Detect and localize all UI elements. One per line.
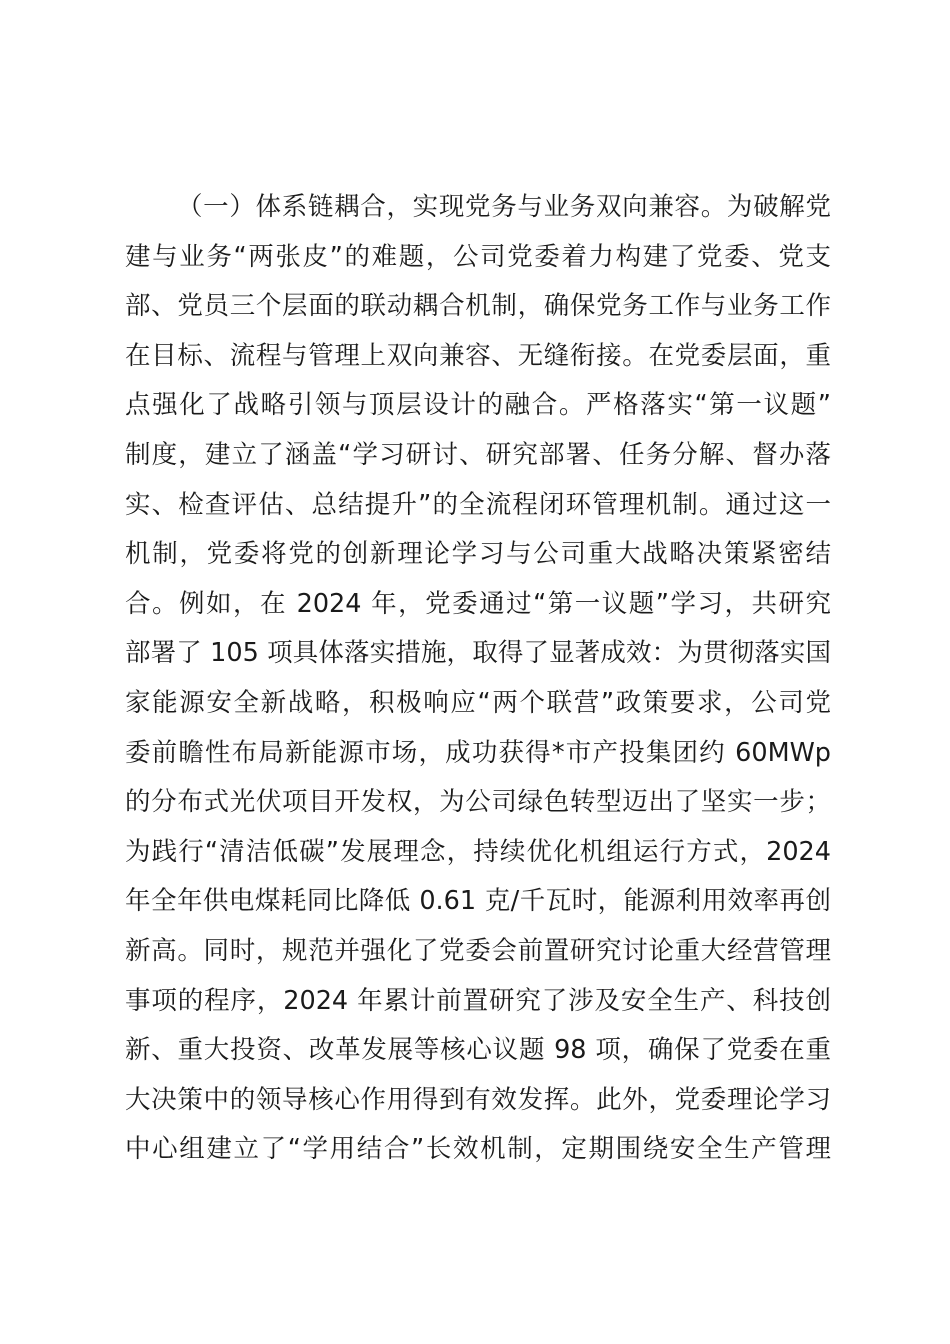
paragraph-line: 事项的程序，2024 年累计前置研究了涉及安全生产、科技创 <box>125 985 831 1016</box>
paragraph-line: 新高。同时，规范并强化了党委会前置研究讨论重大经营管理 <box>125 935 831 966</box>
paragraph-line: 实、检查评估、总结提升”的全流程闭环管理机制。通过这一 <box>125 489 831 520</box>
paragraph-line: 中心组建立了“学用结合”长效机制，定期围绕安全生产管理 <box>125 1134 831 1165</box>
paragraph-line: 部、党员三个层面的联动耦合机制，确保党务工作与业务工作 <box>125 291 831 322</box>
paragraph-line: 家能源安全新战略，积极响应“两个联营”政策要求，公司党 <box>125 687 831 718</box>
paragraph-line: （一）体系链耦合，实现党务与业务双向兼容。为破解党 <box>177 192 831 222</box>
document-body <box>125 183 831 1175</box>
paragraph-line: 机制，党委将党的创新理论学习与公司重大战略决策紧密结 <box>125 539 831 570</box>
paragraph-line: 合。例如，在 2024 年，党委通过“第一议题”学习，共研究 <box>125 588 831 619</box>
paragraph-line: 为践行“清洁低碳”发展理念，持续优化机组运行方式，2024 <box>125 836 831 867</box>
paragraph-line: 的分布式光伏项目开发权，为公司绿色转型迈出了坚实一步； <box>125 787 831 818</box>
paragraph-line: 新、重大投资、改革发展等核心议题 98 项，确保了党委在重 <box>125 1035 831 1066</box>
paragraph-line: 制度，建立了涵盖“学习研讨、研究部署、任务分解、督办落 <box>125 439 831 470</box>
paragraph-line: 建与业务“两张皮”的难题，公司党委着力构建了党委、党支 <box>125 241 831 272</box>
paragraph-line: 点强化了战略引领与顶层设计的融合。严格落实“第一议题” <box>125 390 831 421</box>
paragraph-line: 大决策中的领导核心作用得到有效发挥。此外，党委理论学习 <box>125 1084 831 1115</box>
paragraph-line: 在目标、流程与管理上双向兼容、无缝衔接。在党委层面，重 <box>125 340 831 371</box>
paragraph-line: 委前瞻性布局新能源市场，成功获得*市产投集团约 60MWp <box>125 737 831 768</box>
paragraph-line: 部署了 105 项具体落实措施，取得了显著成效：为贯彻落实国 <box>125 638 831 669</box>
paragraph-line: 年全年供电煤耗同比降低 0.61 克/千瓦时，能源利用效率再创 <box>125 886 831 917</box>
